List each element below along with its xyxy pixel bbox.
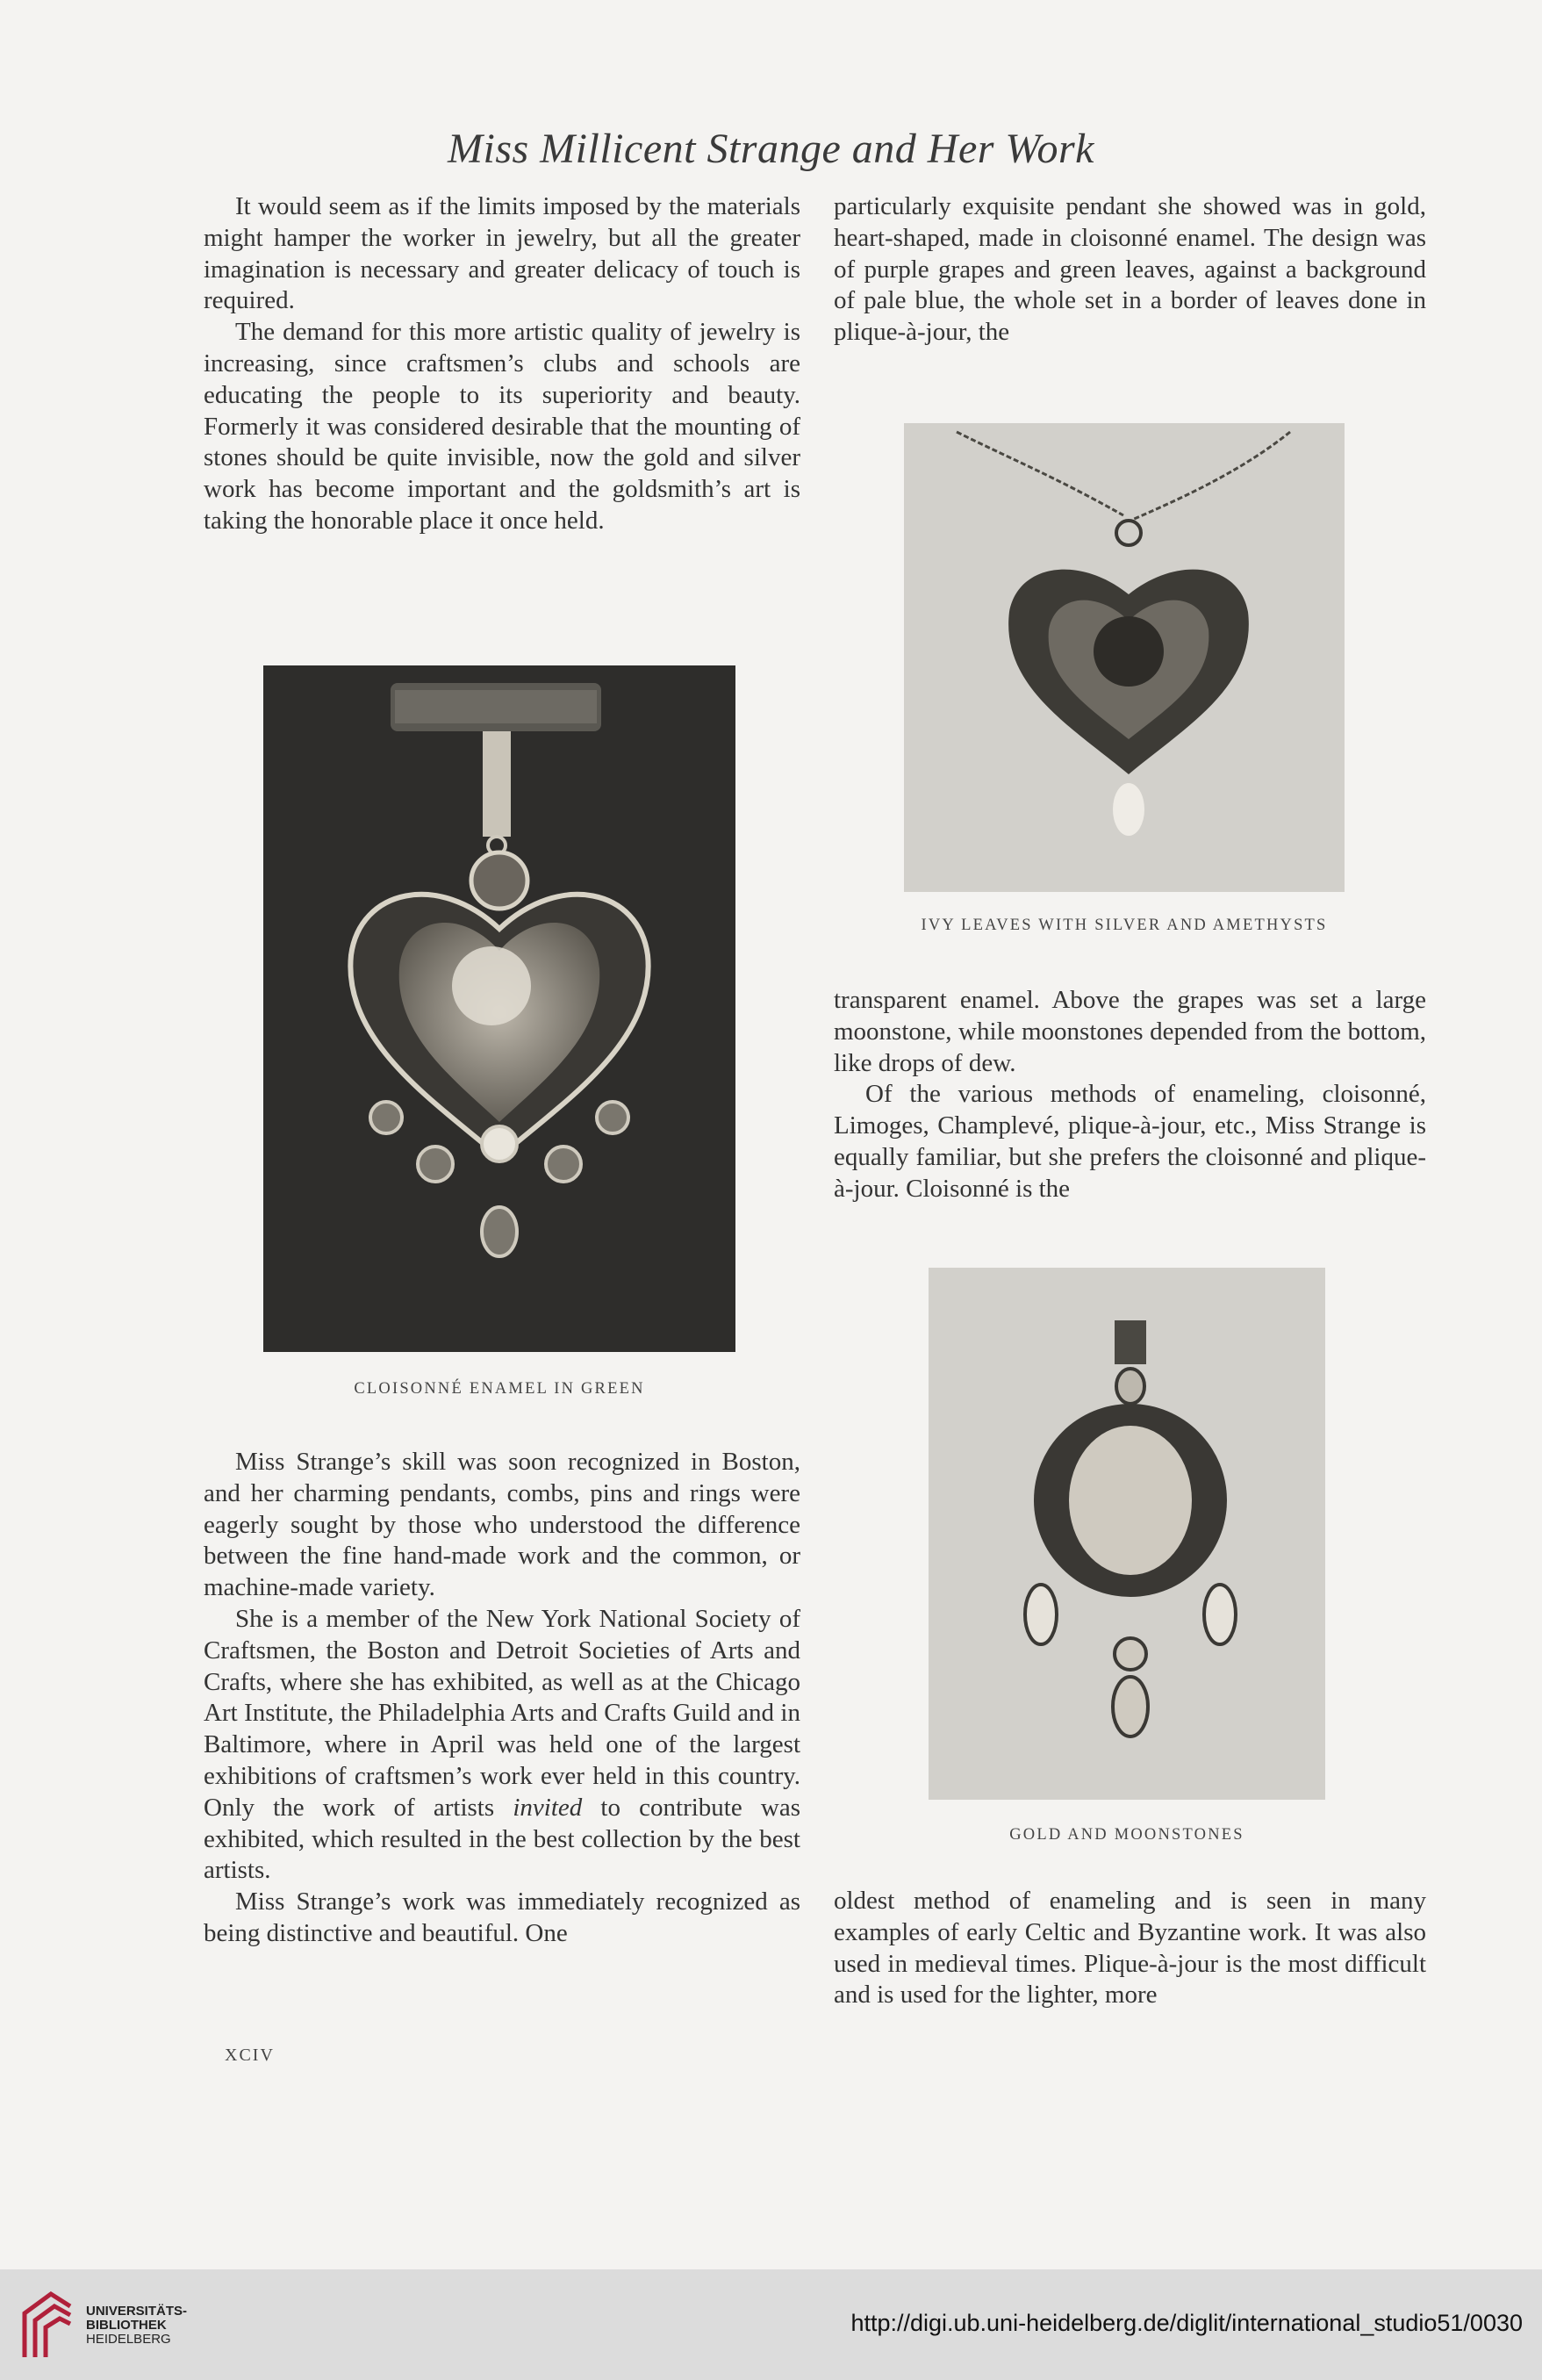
- paragraph-text: She is a member of the New York National Society of Craftsmen, the Boston and Detroit Societies of Arts and Crafts, where she has exhibited, as well as at the Chicago Art Institute, the Philadelphia Arts and Crafts Guild and in Baltimore, where in April was held one of the largest exhibitions of craftsmen’s work ever held in this country. Only the work of artists: [204, 1604, 800, 1822]
- paragraph: oldest method of enameling and is seen in many examples of early Celtic and Byzantine work. It was also used in medieval times. Plique-à-jour is the most difficult and is used for the lighter, more: [834, 1887, 1426, 2010]
- paragraph: [204, 1604, 800, 1887]
- left-column-top: [204, 191, 800, 537]
- italic-word: invited: [513, 1793, 583, 1822]
- library-line-1: UNIVERSITÄTS-: [86, 2304, 188, 2319]
- source-url-link[interactable]: http://digi.ub.uni-heidelberg.de/diglit/international_studio51/0030: [850, 2310, 1523, 2336]
- right-column-middle: [834, 985, 1426, 1205]
- ivy-pendant-image: [904, 423, 1345, 892]
- caption-moonstone: GOLD AND MOONSTONES: [1009, 1826, 1244, 1844]
- paragraph: The demand for this more artistic quality of jewelry is increasing, since craftsmen’s clubs and schools are educating the people to its superiority and beauty. Formerly it was considered desirable that the mounting of stones should be quite invisible, now the gold and silver work has become important and the goldsmith’s art is taking the honorable place it once held.: [204, 318, 800, 535]
- caption-ivy: IVY LEAVES WITH SILVER AND AMETHYSTS: [921, 917, 1328, 934]
- left-column-bottom: [204, 1447, 800, 1950]
- paragraph: Miss Strange’s skill was soon recognized in Boston, and her charming pendants, combs, pins and rings were eagerly sought by those who understood the difference between the fine hand-made work and the common, or machine-made variety.: [204, 1448, 800, 1602]
- paragraph: Of the various methods of enameling, cloisonné, Limoges, Champlevé, plique-à-jour, etc., Miss Strange is equally familiar, but she prefers the cloisonné and plique-à-jour. Cloisonné is the: [834, 1080, 1426, 1203]
- figure-cloisonne-pendant: [263, 665, 735, 1352]
- library-name: [86, 2305, 187, 2347]
- page-title: Miss Millicent Strange and Her Work: [448, 126, 1094, 172]
- paragraph: particularly exquisite pendant she showed was in gold, heart-shaped, made in cloisonné enamel. The design was of purple grapes and green leaves, against a background of pale blue, the whole set in a border of leaves done in plique-à-jour, the: [834, 192, 1426, 347]
- footer-bar: [0, 2269, 1542, 2380]
- library-logo-icon: [16, 2287, 77, 2362]
- paragraph: transparent enamel. Above the grapes was set a large moonstone, while moonstones depended from the bottom, like drops of dew.: [834, 986, 1426, 1077]
- right-column-bottom: [834, 1886, 1426, 2011]
- caption-cloisonne: CLOISONNÉ ENAMEL IN GREEN: [354, 1380, 645, 1398]
- figure-ivy-pendant: [904, 423, 1345, 892]
- page-number: XCIV: [225, 2046, 275, 2065]
- cloisonne-pendant-image: [263, 665, 735, 1352]
- library-line-3: HEIDELBERG: [86, 2332, 171, 2347]
- right-column-top: [834, 191, 1426, 349]
- paragraph-tail: to contribute was exhibited, which resulted in the best collection by the best artists.: [204, 1793, 800, 1885]
- paragraph: It would seem as if the limits imposed by the materials might hamper the worker in jewelry, but all the greater imagination is necessary and greater delicacy of touch is required.: [204, 192, 800, 315]
- library-line-2: BIBLIOTHEK: [86, 2318, 167, 2333]
- figure-moonstone-pendant: [929, 1268, 1325, 1800]
- paragraph: Miss Strange’s work was immediately recognized as being distinctive and beautiful. One: [204, 1887, 800, 1947]
- moonstone-pendant-image: [929, 1268, 1325, 1800]
